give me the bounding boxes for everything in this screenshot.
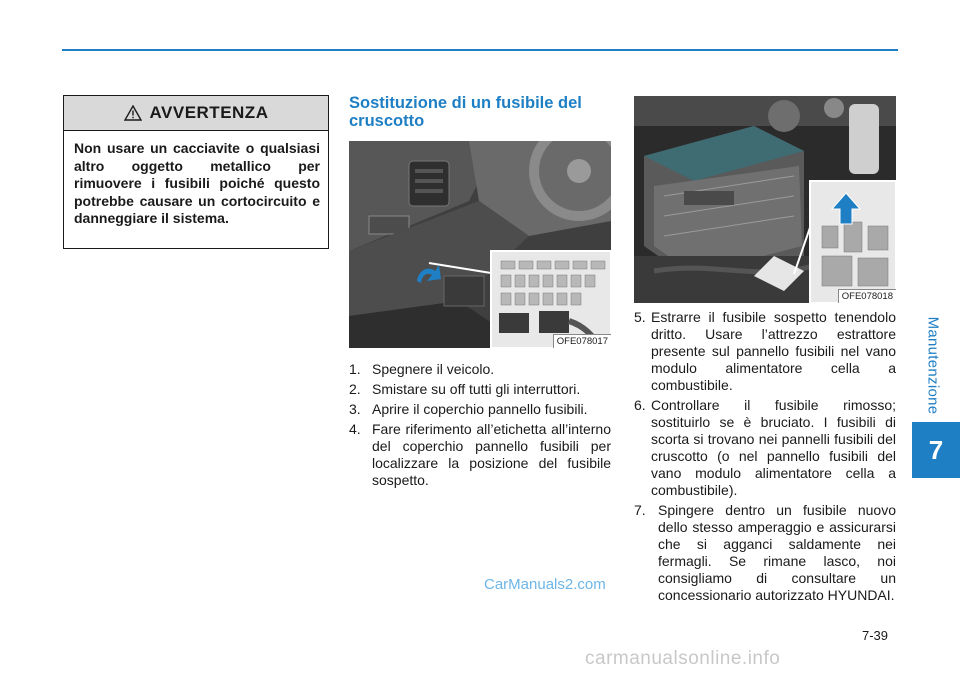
image-code-2: OFE078018 [838,289,896,303]
watermark-primary: CarManuals2.com [484,576,606,593]
dashboard-fuse-panel-photo [349,141,611,348]
warning-text: Non usare un cacciavite o qualsiasi altro oggetto metallico per rimuovere i fusibili poiché questo potrebbe causare un cortocircuito e danneggiare il sistema. [74,140,320,226]
steps-list-left [349,361,611,492]
list-item: 5. Estrarre il fusibile sospetto tenendolo dritto. Usare l’attrezzo estrattore presente sul pannello fusibili nel vano modulo alimentatore cella a combustibile. [634,309,896,393]
list-item: 6. Controllare il fusibile rimosso; sostituirlo se è bruciato. I fusibili di scorta si trovano nei pannelli fusibili del cruscotto (o nel pannello fusibili del vano modulo alimentatore cella a combustibile). [634,397,896,498]
warning-header [64,96,328,131]
warning-title: AVVERTENZA [149,103,269,122]
watermark-secondary: carmanualsonline.info [585,648,781,669]
list-item: 2. Smistare su off tutti gli interruttori. [349,381,581,397]
warning-box [63,95,329,249]
page-number: 7-39 [862,628,889,643]
list-item: 3. Aprire il coperchio pannello fusibili. [349,401,588,417]
header-rule [62,49,898,51]
chapter-side-label: Manutenzione [924,316,942,414]
list-item: 4. Fare riferimento all’etichetta all’interno del coperchio pannello fusibili per localizzare la posizione del fusibile sospetto. [349,421,611,488]
list-item: 7. Spingere dentro un fusibile nuovo dello stesso amperaggio e assicurarsi che si agganci saldamente nei fermagli. Se rimane lasco, noi consigliamo di consultare un concessionario autorizzato HYUNDAI. [634,502,896,603]
warning-triangle-icon [124,105,142,121]
image-code-1: OFE078017 [553,334,611,348]
engine-bay-fuse-box-photo [634,96,896,303]
section-title: Sostituzione di un fusibile del cruscotto [349,94,582,130]
chapter-tab: 7 [912,422,960,478]
list-item: 1. Spegnere il veicolo. [349,361,495,377]
steps-list-right [634,309,896,607]
